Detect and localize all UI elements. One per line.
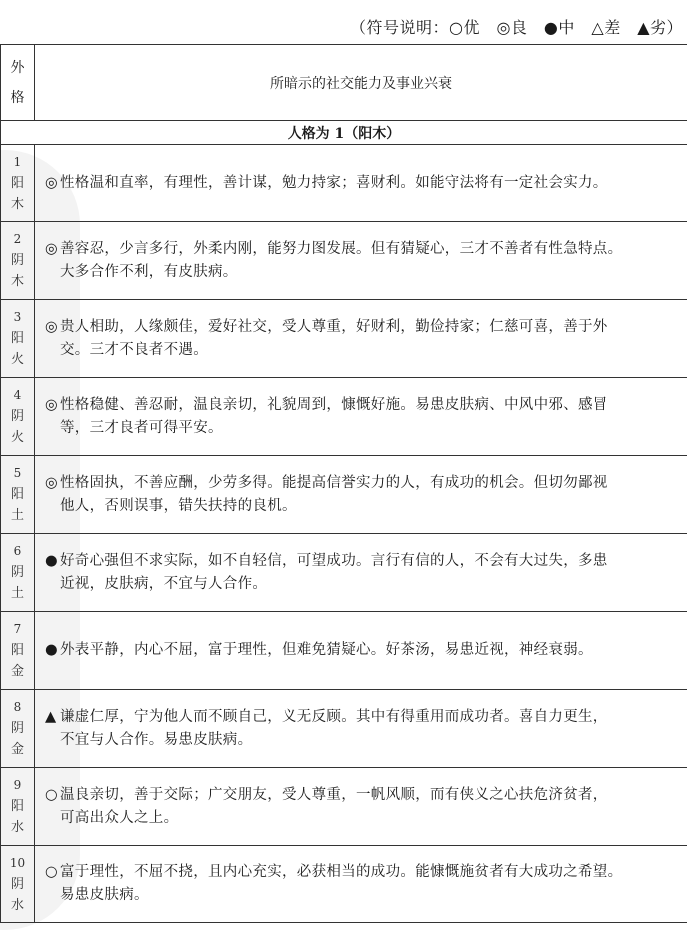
row-label-char: 土 — [1, 505, 34, 526]
description-text: 谦虚仁厚，宁为他人而不顾自己，义无反顾。其中有得重用而成功者。喜自力更生， — [60, 709, 608, 725]
row-number: 10 — [1, 853, 34, 874]
description-text: 性格稳健、善忍耐，温良亲切，礼貌周到，慷慨好施。易患皮肤病、中风中邪、感冒 — [60, 397, 608, 413]
description-continuation: 他人，否则误事，错失扶持的良机。 — [45, 495, 679, 518]
rating-symbol: ◎ — [45, 316, 60, 339]
description-line — [45, 316, 679, 339]
rating-symbol: ◎ — [45, 238, 60, 261]
row-description-cell — [35, 456, 687, 534]
description-continuation: 可高出众人之上。 — [45, 807, 679, 830]
description-text: 温良亲切，善于交际；广交朋友，受人尊重，一帆风顺，而有侠义之心扶危济贫者， — [60, 787, 608, 803]
row-description-cell — [35, 534, 687, 612]
row-label-char: 水 — [1, 895, 34, 916]
row-number: 5 — [1, 463, 34, 484]
row-label-char: 阴 — [1, 562, 34, 583]
description-continuation: 大多合作不利，有皮肤病。 — [45, 261, 679, 284]
row-number-cell — [1, 456, 35, 534]
row-label-char: 阳 — [1, 173, 34, 194]
row-label-char: 木 — [1, 271, 34, 292]
description-line — [45, 550, 679, 573]
row-number-cell — [1, 222, 35, 300]
table-row — [1, 222, 687, 300]
rating-symbol: ● — [45, 550, 60, 573]
header-outer-grid — [1, 45, 35, 121]
table-row — [1, 690, 687, 768]
header-description: 所暗示的社交能力及事业兴衰 — [35, 45, 687, 121]
description-line — [45, 172, 679, 195]
section-row — [1, 121, 687, 145]
row-label-char: 阳 — [1, 796, 34, 817]
row-description-cell — [35, 612, 687, 690]
row-number-cell — [1, 378, 35, 456]
row-label-char: 阴 — [1, 250, 34, 271]
table-row — [1, 846, 687, 923]
table-row — [1, 768, 687, 846]
rating-symbol: ○ — [45, 784, 60, 807]
row-description-cell — [35, 690, 687, 768]
row-number: 2 — [1, 229, 34, 250]
row-number-cell — [1, 534, 35, 612]
row-label-char: 金 — [1, 739, 34, 760]
description-line — [45, 394, 679, 417]
row-label-char: 金 — [1, 661, 34, 682]
rating-symbol: ○ — [45, 861, 60, 884]
description-line — [45, 706, 679, 729]
personality-table — [0, 44, 687, 923]
description-line — [45, 238, 679, 261]
header-outer-grid-label: 外 格 — [11, 60, 25, 106]
table-row — [1, 612, 687, 690]
description-line — [45, 784, 679, 807]
row-label-char: 阳 — [1, 484, 34, 505]
row-label-char: 土 — [1, 583, 34, 604]
rating-symbol: ▲ — [45, 706, 60, 729]
description-line — [45, 472, 679, 495]
row-description-cell — [35, 300, 687, 378]
row-number: 8 — [1, 697, 34, 718]
description-continuation: 易患皮肤病。 — [45, 884, 679, 907]
row-description-cell — [35, 222, 687, 300]
table-row — [1, 300, 687, 378]
row-description-cell — [35, 846, 687, 923]
description-text: 贵人相助，人缘颇佳，爱好社交，受人尊重，好财利，勤俭持家；仁慈可喜，善于外 — [60, 319, 608, 335]
table-row — [1, 456, 687, 534]
row-number: 3 — [1, 307, 34, 328]
row-number: 1 — [1, 152, 34, 173]
table-row — [1, 145, 687, 222]
description-text: 善容忍，少言多行，外柔内刚，能努力图发展。但有猜疑心，三才不善者有性急特点。 — [60, 241, 622, 257]
description-text: 性格固执，不善应酬，少劳多得。能提高信誉实力的人，有成功的机会。但切勿鄙视 — [60, 475, 608, 491]
rating-symbol: ● — [45, 639, 60, 662]
row-description-cell — [35, 378, 687, 456]
table-row — [1, 534, 687, 612]
row-label-char: 阴 — [1, 406, 34, 427]
row-number-cell — [1, 300, 35, 378]
row-label-char: 水 — [1, 817, 34, 838]
description-continuation: 近视，皮肤病，不宜与人合作。 — [45, 573, 679, 596]
table-row — [1, 378, 687, 456]
row-number: 7 — [1, 619, 34, 640]
row-number-cell — [1, 846, 35, 923]
section-title: 人格为 1（阳木） — [1, 121, 687, 145]
description-text: 好奇心强但不求实际，如不自轻信，可望成功。言行有信的人，不会有大过失，多患 — [60, 553, 608, 569]
description-continuation: 不宜与人合作。易患皮肤病。 — [45, 729, 679, 752]
row-label-char: 阴 — [1, 718, 34, 739]
description-text: 富于理性，不屈不挠，且内心充实，必获相当的成功。能慷慨施贫者有大成功之希望。 — [60, 864, 622, 880]
description-continuation: 交。三才不良者不遇。 — [45, 339, 679, 362]
rating-symbol: ◎ — [45, 472, 60, 495]
rating-symbol: ◎ — [45, 394, 60, 417]
row-number: 4 — [1, 385, 34, 406]
description-continuation: 等，三才良者可得平安。 — [45, 417, 679, 440]
row-description-cell — [35, 768, 687, 846]
description-line — [45, 861, 679, 884]
row-number: 6 — [1, 541, 34, 562]
row-description-cell — [35, 145, 687, 222]
row-label-char: 火 — [1, 349, 34, 370]
description-text: 外表平静，内心不屈，富于理性，但难免猜疑心。好茶汤，易患近视，神经衰弱。 — [60, 642, 593, 658]
header-row — [1, 45, 687, 121]
row-label-char: 火 — [1, 427, 34, 448]
row-number: 9 — [1, 775, 34, 796]
row-number-cell — [1, 690, 35, 768]
rating-symbol: ◎ — [45, 172, 60, 195]
row-label-char: 阳 — [1, 328, 34, 349]
row-label-char: 阳 — [1, 640, 34, 661]
row-number-cell — [1, 145, 35, 222]
row-number-cell — [1, 612, 35, 690]
row-label-char: 木 — [1, 194, 34, 215]
description-line — [45, 639, 679, 662]
row-label-char: 阴 — [1, 874, 34, 895]
symbol-legend: （符号说明：○优 ◎良 ●中 △差 ▲劣） — [350, 15, 683, 38]
description-text: 性格温和直率，有理性，善计谋，勉力持家；喜财利。如能守法将有一定社会实力。 — [60, 175, 608, 191]
row-number-cell — [1, 768, 35, 846]
